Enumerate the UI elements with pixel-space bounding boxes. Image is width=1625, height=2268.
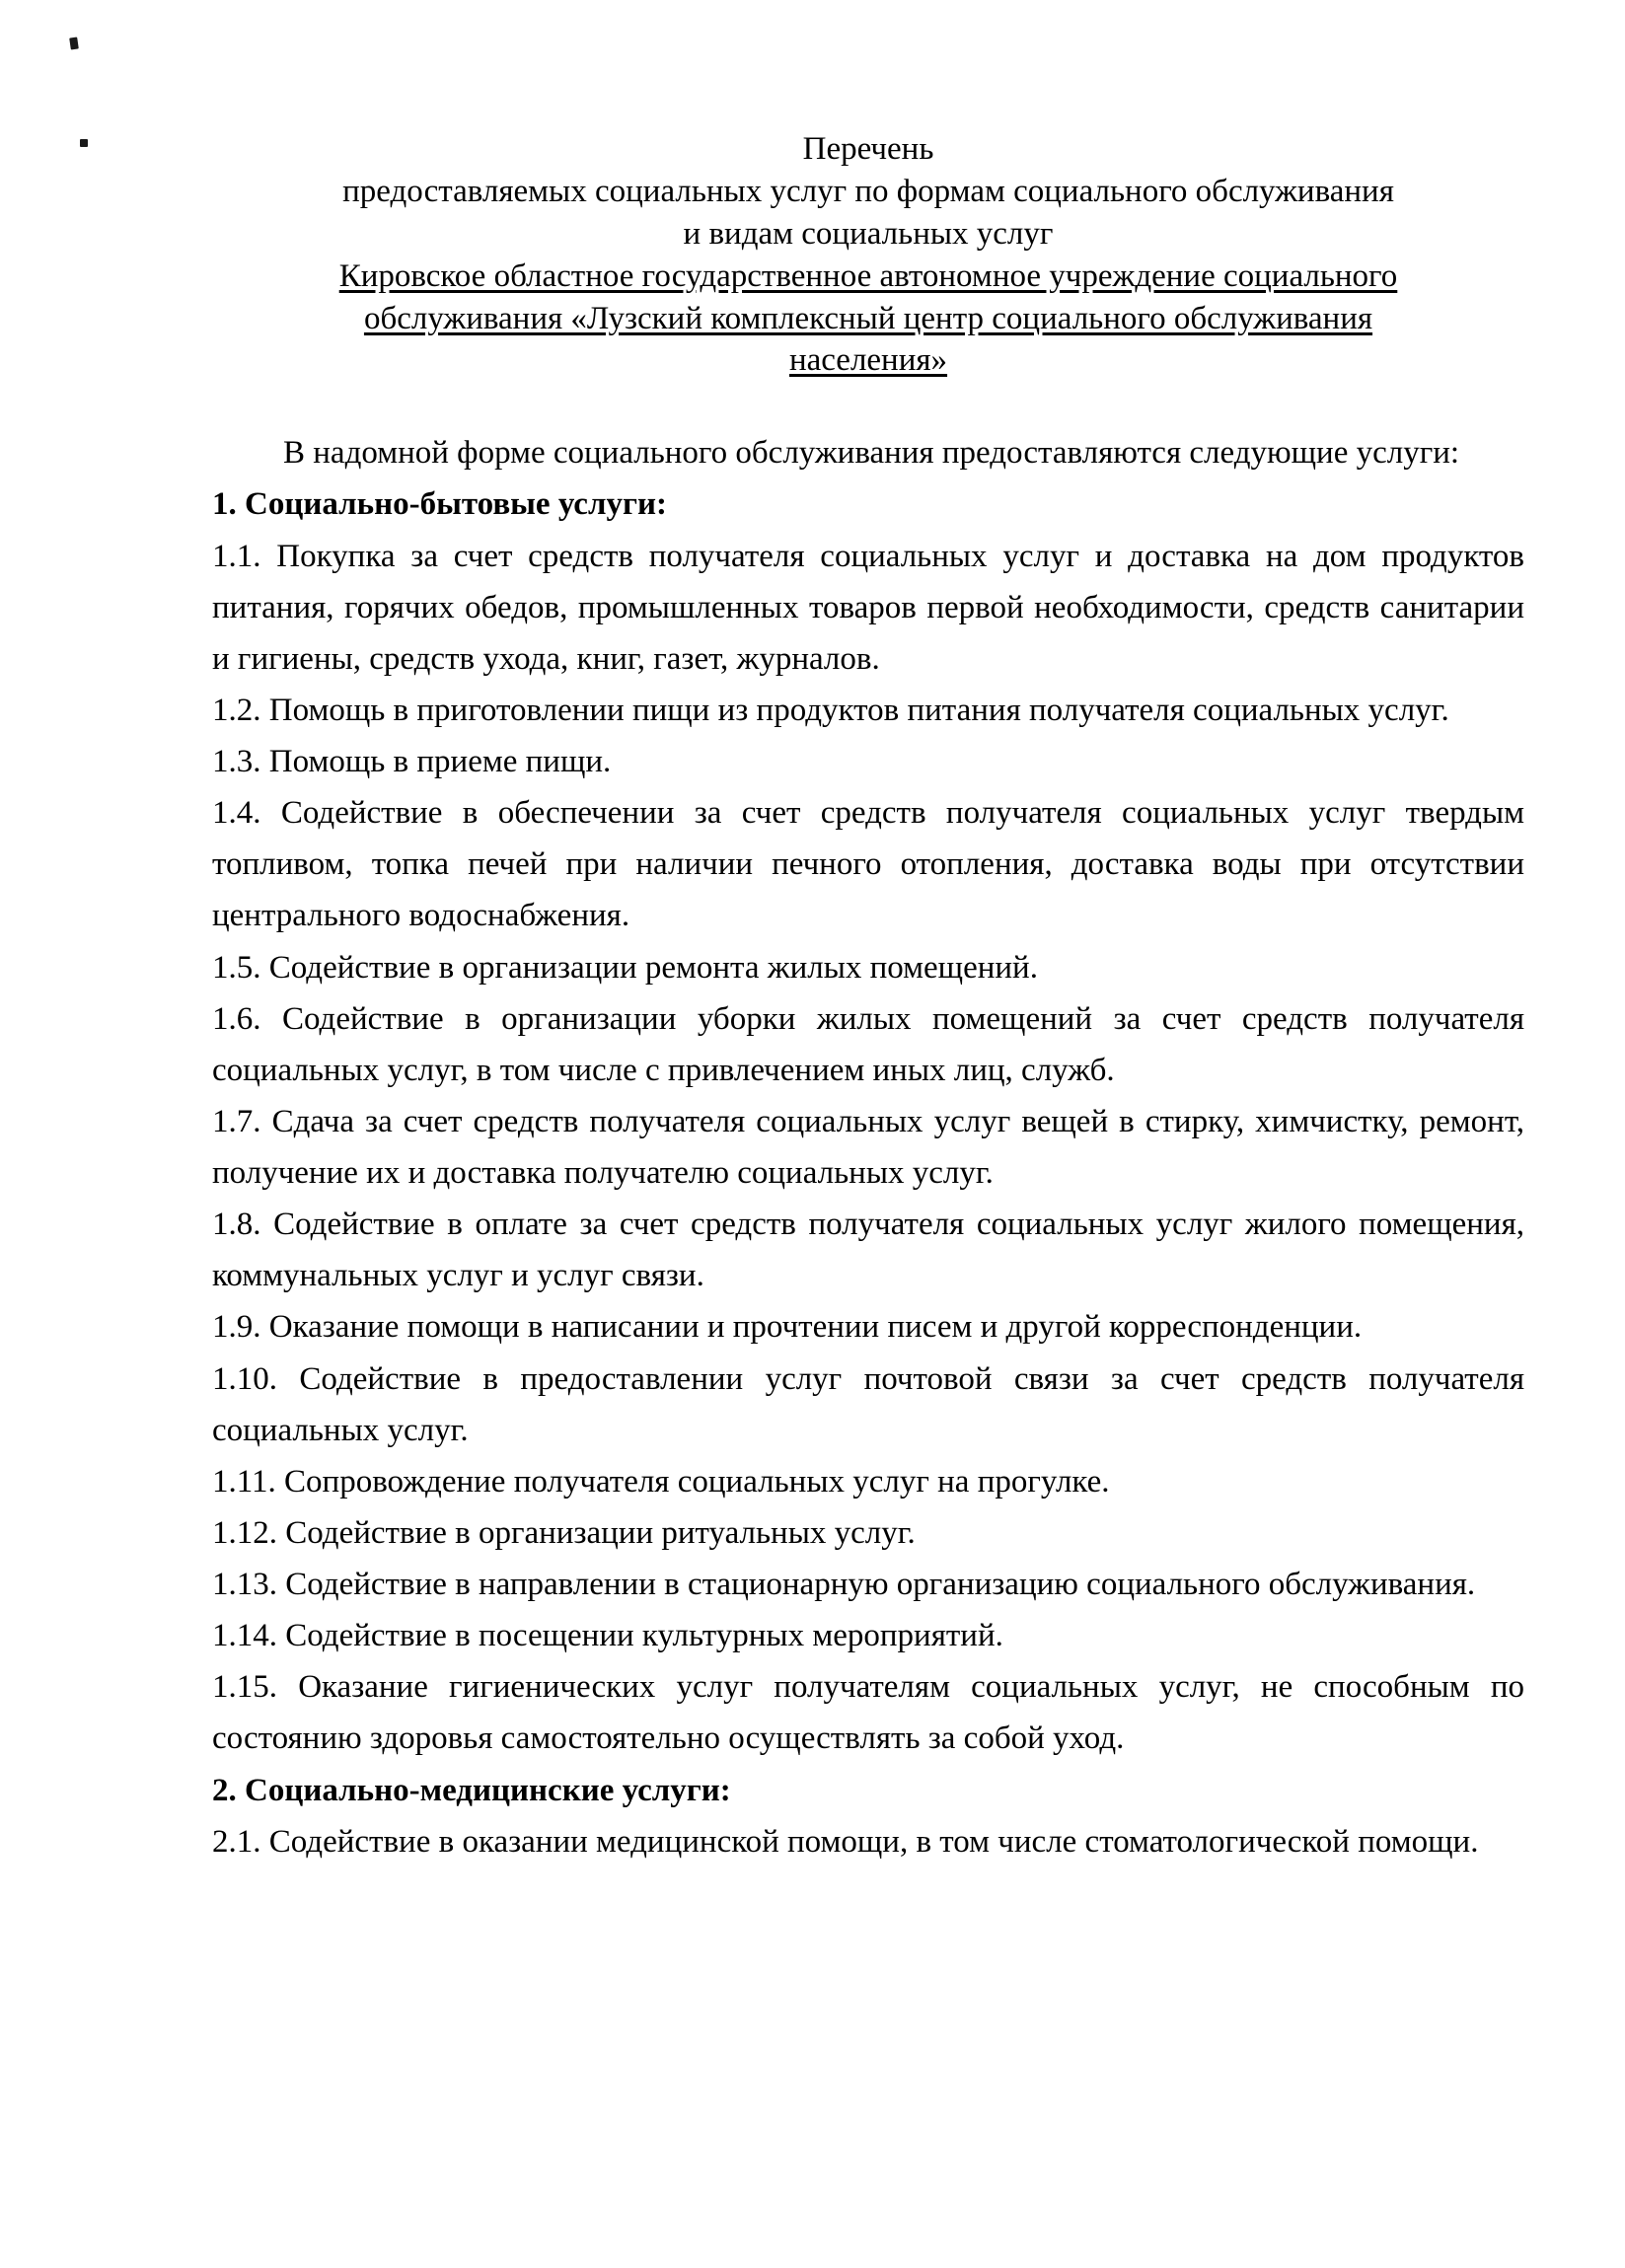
clause-text-1-6: Содействие в организации уборки жилых помещений за счет средств получателя социальных услуг, в том числе с привлечением иных лиц, служб. bbox=[212, 1000, 1524, 1088]
clause-1-7 bbox=[212, 1096, 1524, 1199]
clause-1-3 bbox=[212, 736, 1524, 787]
clause-number-1-4: 1.4. bbox=[212, 795, 261, 832]
clause-text-1-5: Содействие в организации ремонта жилых помещений. bbox=[268, 949, 1038, 986]
clause-1-11 bbox=[212, 1456, 1524, 1507]
title-line-2: предоставляемых социальных услуг по формам социального обслуживания bbox=[342, 173, 1394, 209]
clause-number-1-9: 1.9. bbox=[212, 1309, 261, 1346]
organization-line-3: населения» bbox=[788, 342, 948, 379]
clause-number-1-3: 1.3. bbox=[212, 744, 261, 780]
clause-1-4 bbox=[212, 787, 1524, 941]
clause-text-1-2: Помощь в приготовлении пищи из продуктов питания получателя социальных услуг. bbox=[268, 692, 1449, 728]
clause-text-1-14: Содействие в посещении культурных мероприятий. bbox=[285, 1618, 1003, 1654]
clause-number-1-13: 1.13. bbox=[212, 1567, 277, 1603]
organization-line-2: обслуживания «Лузский комплексный центр социального обслуживания bbox=[363, 300, 1373, 336]
clause-1-5 bbox=[212, 942, 1524, 993]
clause-number-1-15: 1.15. bbox=[212, 1669, 277, 1706]
intro-paragraph: В надомной форме социального обслуживания предоставляются следующие услуги: bbox=[283, 435, 1460, 472]
clause-text-1-10: Содействие в предоставлении услуг почтовой связи за счет средств получателя социальных услуг. bbox=[212, 1360, 1525, 1448]
clause-text-1-4: Содействие в обеспечении за счет средств получателя социальных услуг твердым топливом, топка печей при наличии печного отопления, доставка воды при отсутствии центрального водоснабжения. bbox=[212, 795, 1524, 934]
scan-speck-artifact-second bbox=[80, 139, 88, 147]
clause-text-1-1: Покупка за счет средств получателя социальных услуг и доставка на дом продуктов питания, горячих обедов, промышленных товаров первой необходимости, средств санитарии и гигиены, средств ухода, книг, газет, журналов. bbox=[212, 538, 1525, 677]
clause-number-1-2: 1.2. bbox=[212, 692, 261, 728]
clause-1-1 bbox=[212, 531, 1524, 685]
clause-number-1-14: 1.14. bbox=[212, 1618, 277, 1654]
clause-1-6 bbox=[212, 993, 1524, 1096]
clause-1-2 bbox=[212, 685, 1524, 736]
clause-number-1-8: 1.8. bbox=[212, 1207, 261, 1243]
organization-name-block bbox=[212, 256, 1524, 383]
clause-text-1-7: Сдача за счет средств получателя социальных услуг вещей в стирку, химчистку, ремонт, получение их и доставка получателю социальных услуг. bbox=[212, 1103, 1525, 1192]
clause-1-12 bbox=[212, 1507, 1524, 1559]
clause-number-1-11: 1.11. bbox=[212, 1463, 276, 1500]
clause-1-10 bbox=[212, 1353, 1524, 1456]
clause-number-1-5: 1.5. bbox=[212, 949, 261, 986]
clause-1-15 bbox=[212, 1661, 1524, 1764]
organization-line-1: Кировское областное государственное автономное учреждение социального bbox=[338, 257, 1398, 294]
clause-text-2-1: Содействие в оказании медицинской помощи, в том числе стоматологической помощи. bbox=[268, 1823, 1479, 1860]
clause-2-1 bbox=[212, 1816, 1524, 1867]
clause-text-1-13: Содействие в направлении в стационарную организацию социального обслуживания. bbox=[285, 1567, 1476, 1603]
title-body-spacer bbox=[212, 382, 1524, 427]
clause-number-1-12: 1.12. bbox=[212, 1514, 277, 1551]
clause-text-1-12: Содействие в организации ритуальных услуг. bbox=[285, 1514, 916, 1551]
clause-text-1-11: Сопровождение получателя социальных услуг на прогулке. bbox=[284, 1463, 1110, 1500]
clause-1-8 bbox=[212, 1199, 1524, 1301]
document-title-block bbox=[212, 128, 1524, 256]
section-heading-2: 2. Социально-медицинские услуги: bbox=[212, 1772, 731, 1808]
title-line-3: и видам социальных услуг bbox=[683, 215, 1054, 252]
clause-number-1-1: 1.1. bbox=[212, 538, 261, 574]
clause-1-9 bbox=[212, 1301, 1524, 1353]
clause-number-1-6: 1.6. bbox=[212, 1000, 261, 1037]
scan-speck-artifact-top bbox=[69, 37, 79, 50]
clause-number-1-7: 1.7. bbox=[212, 1103, 261, 1139]
section-heading-1: 1. Социально-бытовые услуги: bbox=[212, 486, 667, 523]
clause-text-1-9: Оказание помощи в написании и прочтении писем и другой корреспонденции. bbox=[268, 1309, 1363, 1346]
clause-1-14 bbox=[212, 1610, 1524, 1661]
clause-text-1-15: Оказание гигиенических услуг получателям социальных услуг, не способным по состоянию здоровья самостоятельно осуществлять за собой уход. bbox=[212, 1669, 1525, 1757]
clause-text-1-3: Помощь в приеме пищи. bbox=[268, 744, 612, 780]
title-line-1: Перечень bbox=[802, 131, 934, 167]
document-body bbox=[212, 128, 1524, 1867]
clause-1-13 bbox=[212, 1559, 1524, 1610]
clause-number-2-1: 2.1. bbox=[212, 1823, 261, 1860]
clause-number-1-10: 1.10. bbox=[212, 1360, 277, 1397]
clause-text-1-8: Содействие в оплате за счет средств получателя социальных услуг жилого помещения, коммунальных услуг и услуг связи. bbox=[212, 1207, 1525, 1294]
